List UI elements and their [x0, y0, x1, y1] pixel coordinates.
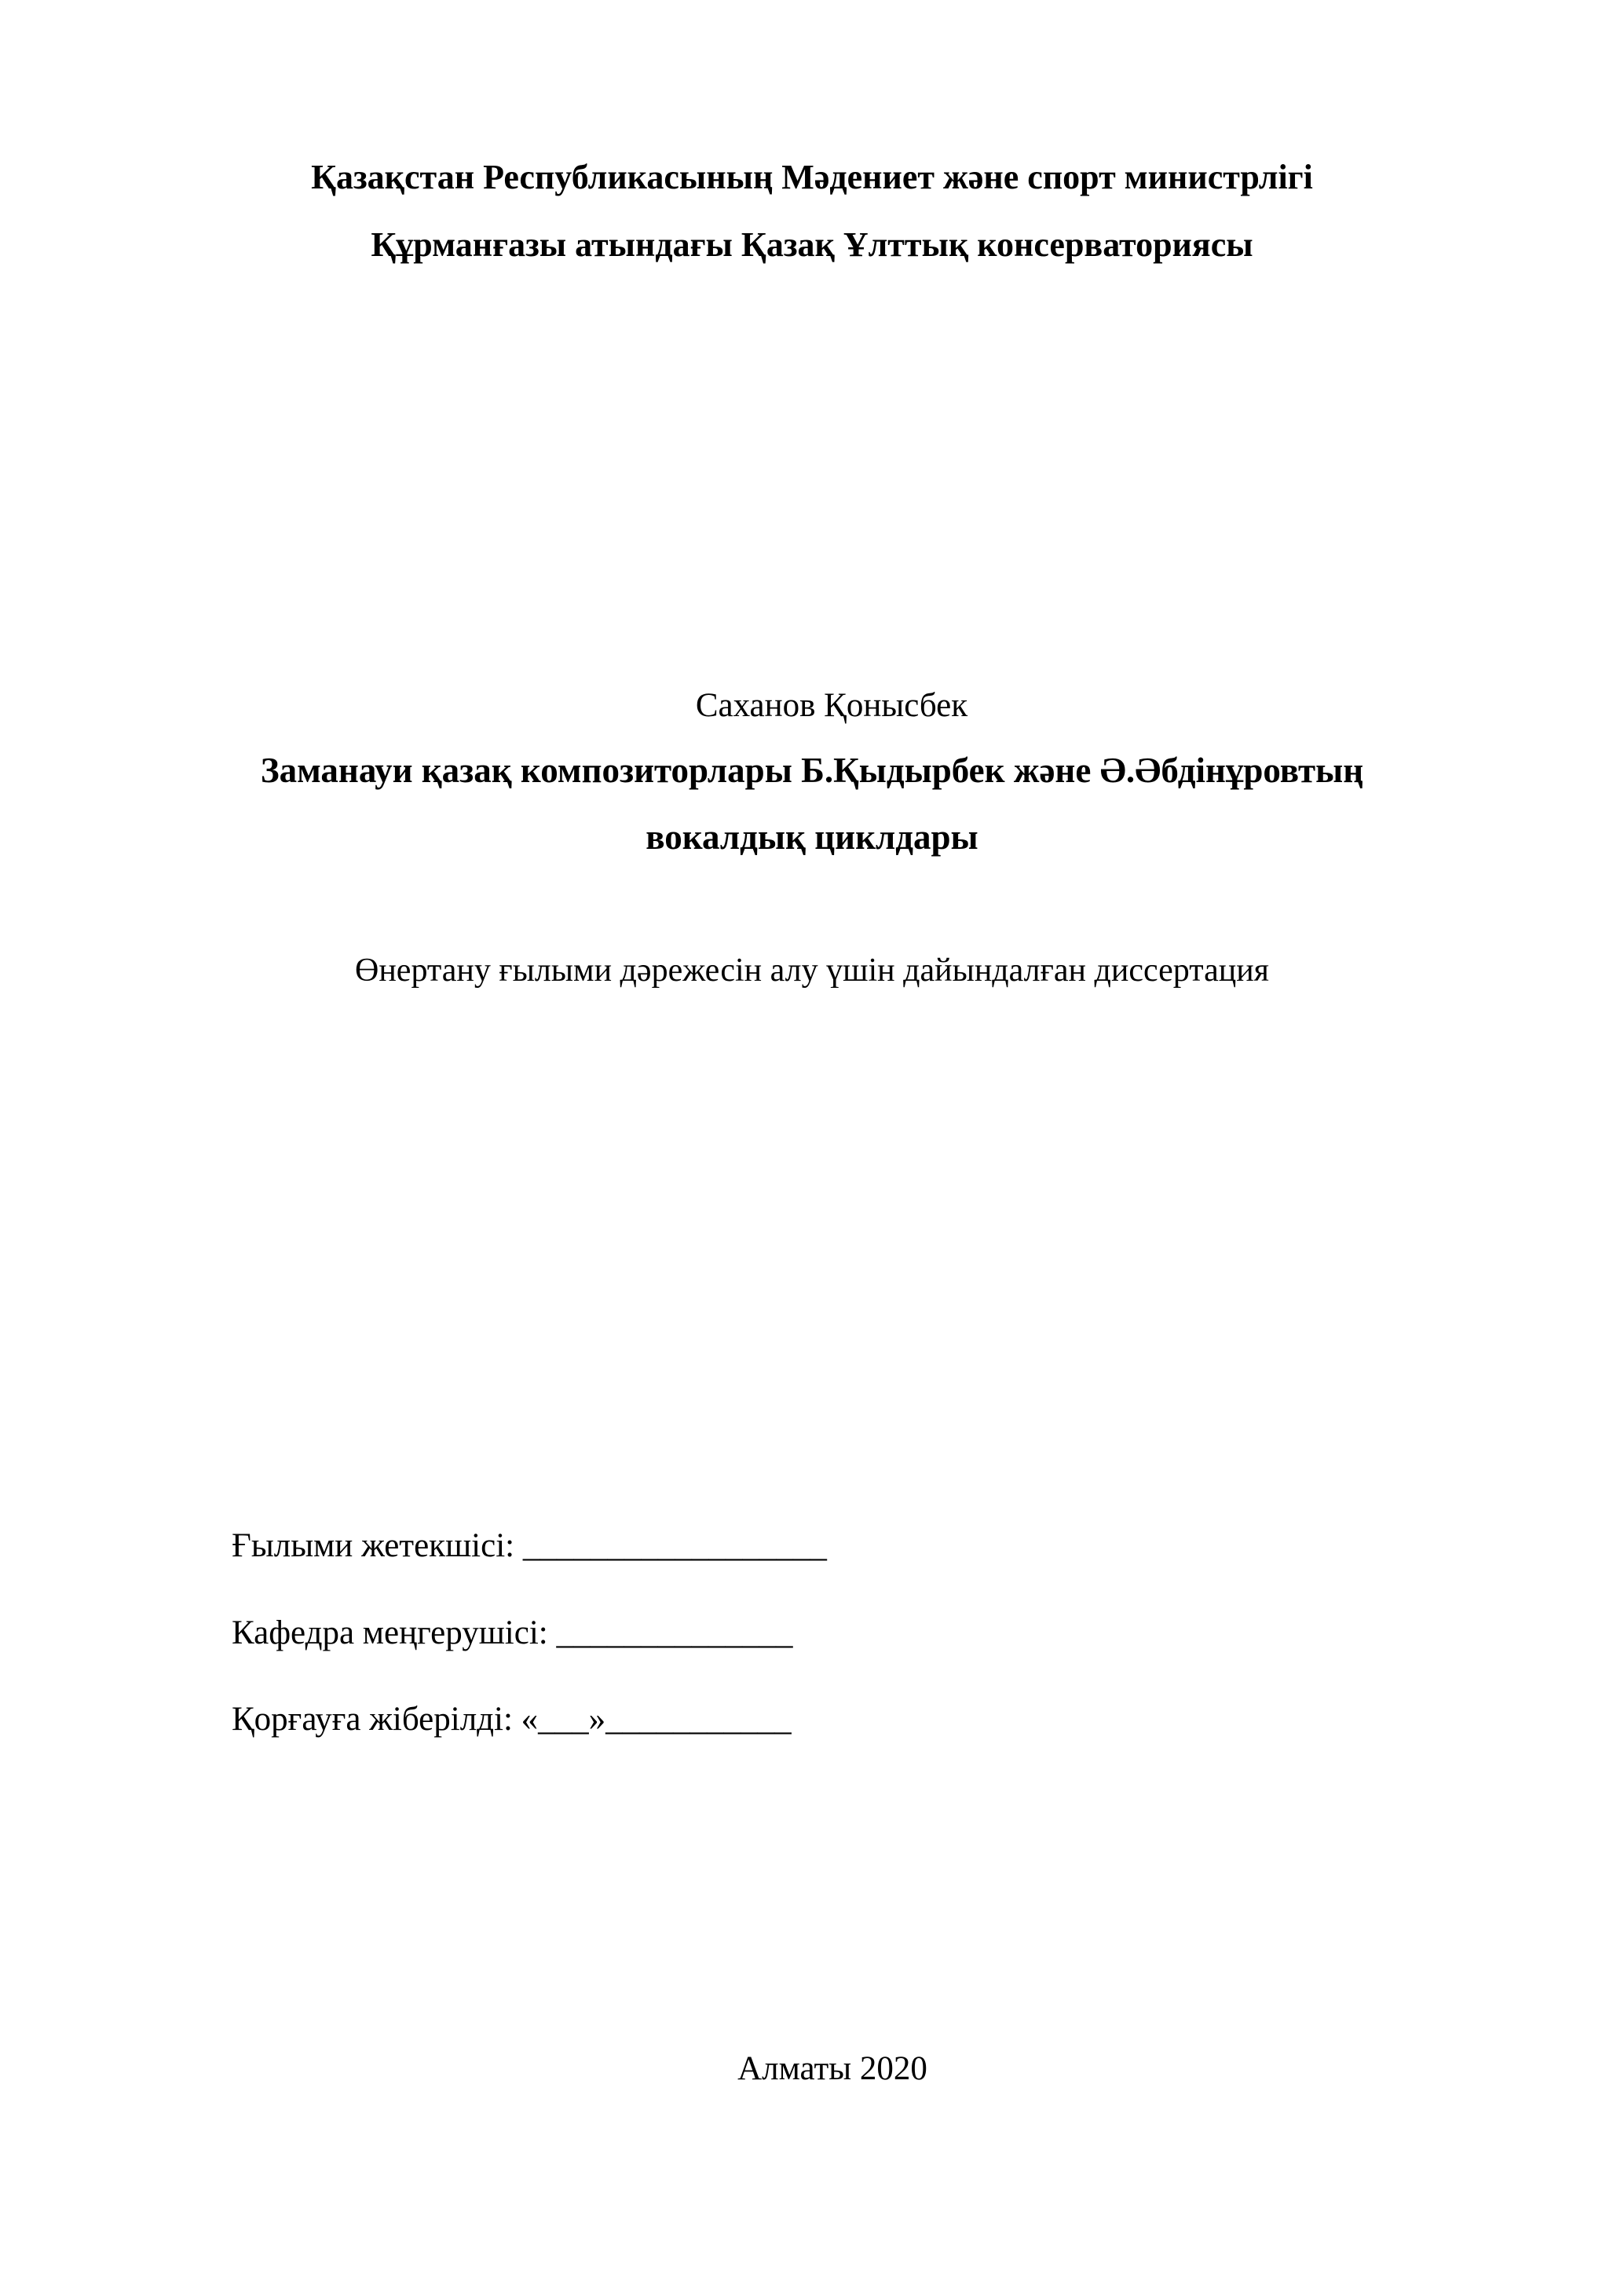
city-year: Алматы 2020: [737, 2050, 927, 2087]
dissertation-title-line-1: Заманауи қазақ композиторлары Б.Қыдырбек және Ә.Әбдінұровтың: [260, 751, 1364, 790]
dissertation-title-line-2: вокалдық циклдары: [646, 817, 978, 857]
conservatory-heading: Құрманғазы атындағы Қазақ Ұлттық консерваториясы: [371, 225, 1253, 264]
supervisor-field: Ғылыми жетекшісі: __________________: [232, 1527, 827, 1564]
ministry-heading: Қазақстан Республикасының Мәдениет және спорт министрлігі: [311, 158, 1313, 196]
admitted-to-defense-field: Қорғауға жіберілді: «___»___________: [232, 1701, 792, 1738]
dissertation-purpose: Өнертану ғылыми дәрежесін алу үшін дайындалған диссертация: [355, 952, 1269, 989]
author-name: Саханов Қонысбек: [695, 687, 968, 724]
head-of-department-field: Кафедра меңгерушісі: ______________: [232, 1614, 793, 1651]
